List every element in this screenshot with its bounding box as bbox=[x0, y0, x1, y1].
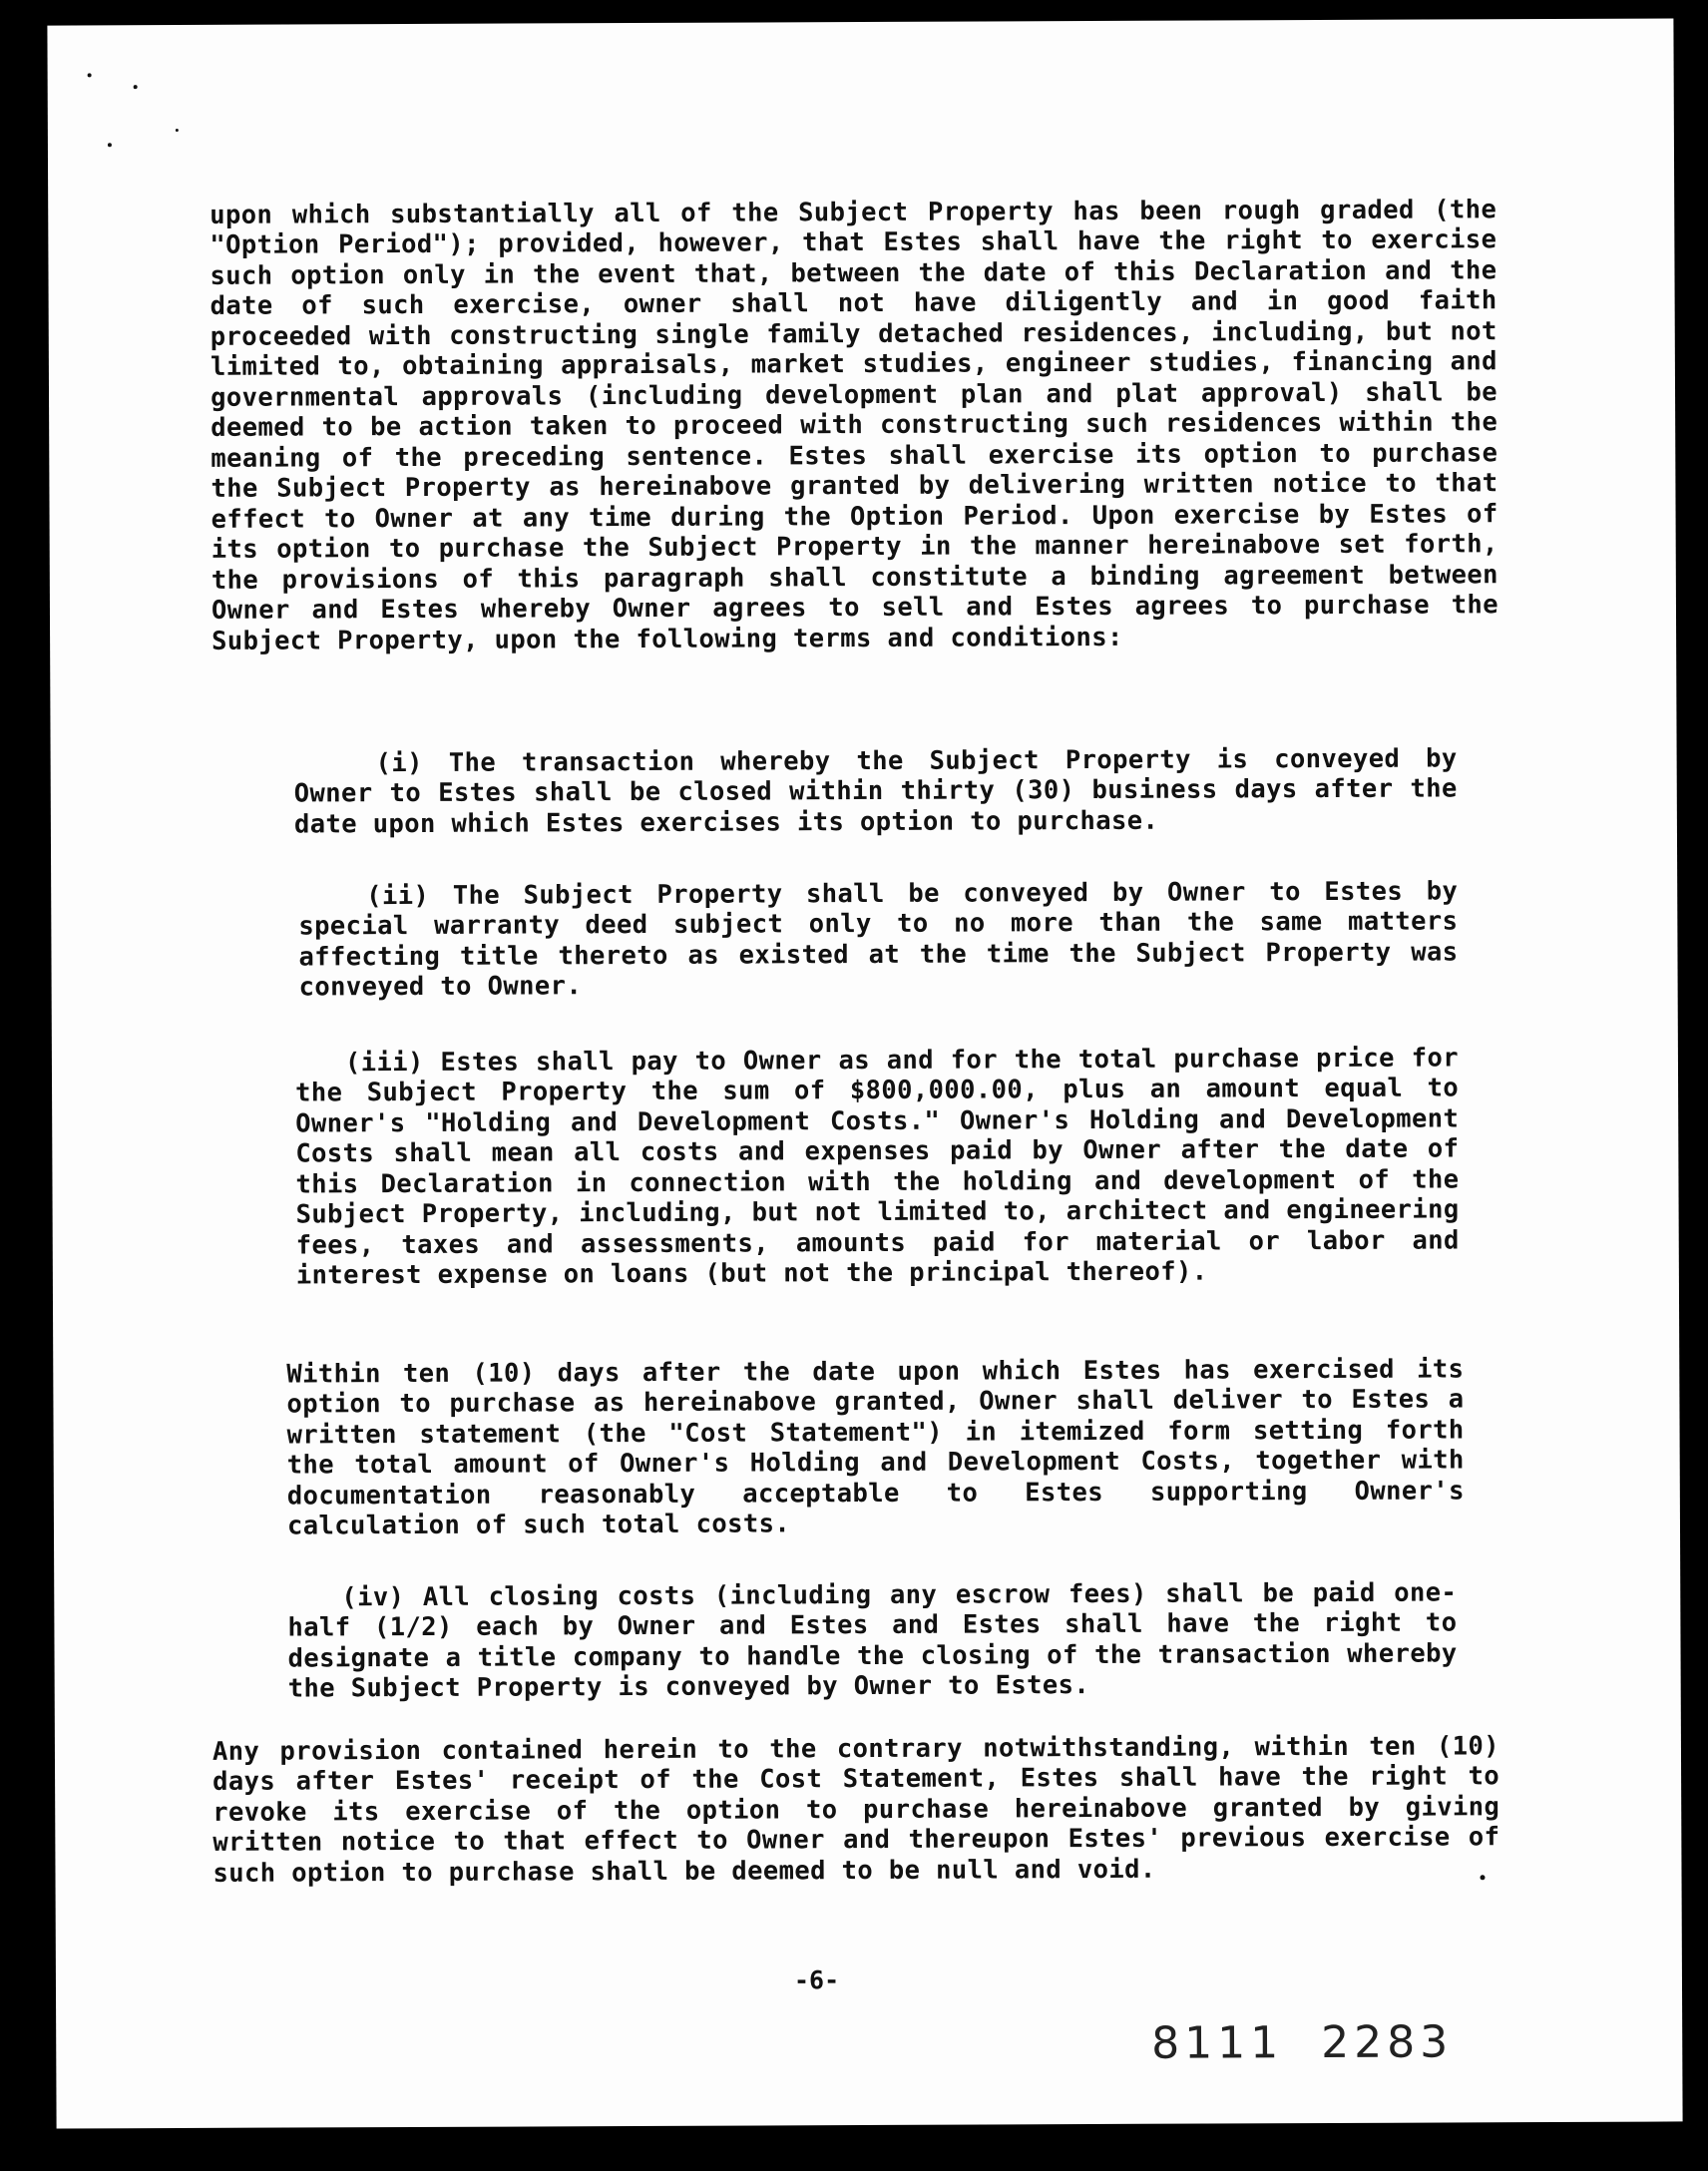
paragraph-item-iii: (iii) Estes shall pay to Owner as and for the total purchase price for the Subject Property the sum of $800,000.00, plus an amount equal to Owner's "Holding and Development Costs." Owner's Holding and Development Costs shall mean all costs and expenses paid by Owner after the date of this Declaration in connection with the holding and development of the Subject Property, including, but not limited to, architect and engineering fees, taxes and assessments, amounts paid for material or labor and interest expense on loans (but not the principal thereof). bbox=[295, 1042, 1460, 1291]
paragraph-revocation: Any provision contained herein to the contrary notwithstanding, within ten (10) days after Estes' receipt of the Cost Statement, Estes shall have the right to revoke its exercise of the option to purchase hereinabove granted by giving written notice to that effect to Owner and thereupon Estes' previous exercise of such option to purchase shall be deemed to be null and void. bbox=[212, 1730, 1500, 1889]
paragraph-item-i: (i) The transaction whereby the Subject Property is conveyed by Owner to Estes shall be closed within thirty (30) business days after the date upon which Estes exercises its option to purchase. bbox=[293, 742, 1458, 839]
paragraph-item-ii: (ii) The Subject Property shall be conveyed by Owner to Estes by special warranty deed subject only to no more than the same matters affecting title thereto as existed at the time the Subject Property was conveyed to Owner. bbox=[298, 875, 1459, 1003]
paragraph-cost-statement: Within ten (10) days after the date upon which Estes has exercised its option to purchase as hereinabove granted, Owner shall deliver to Estes a written statement (the "Cost Statement") in itemized form setting forth the total amount of Owner's Holding and Development Costs, together with documentation reasonably acceptable to Estes supporting Owner's calculation of such total costs. bbox=[286, 1353, 1465, 1541]
document-page bbox=[47, 18, 1682, 2128]
page-number: -6- bbox=[793, 1965, 840, 1995]
scan-speck bbox=[176, 129, 179, 132]
paragraph-option-period: upon which substantially all of the Subject Property has been rough graded (the "Option Period"); provided, however, that Estes shall have the right to exercise such option only in the event that, between the date of this Declaration and the date of such exercise, owner shall not have diligently and in good faith proceeded with constructing single family detached residences, including, but not limited to, obtaining appraisals, market studies, engineer studies, financing and governmental approvals (including development plan and plat approval) shall be deemed to be action taken to proceed with constructing such residences within the meaning of the preceding sentence. Estes shall exercise its option to purchase the Subject Property as hereinabove granted by delivering written notice to that effect to Owner at any time during the Option Period. Upon exercise by Estes of its option to purchase the Subject Property in the manner hereinabove set forth, the provisions of this paragraph shall constitute a binding agreement between Owner and Estes whereby Owner agrees to sell and Estes agrees to purchase the Subject Property, upon the following terms and conditions: bbox=[210, 194, 1499, 656]
scan-speck bbox=[108, 143, 112, 147]
recording-stamp-number: 8111 2283 bbox=[1151, 2016, 1454, 2069]
paragraph-item-iv: (iv) All closing costs (including any escrow fees) shall be paid one-half (1/2) each by Owner and Estes and Estes shall have the right to designate a title company to handle the closing of the transaction whereby the Subject Property is conveyed by Owner to Estes. bbox=[287, 1576, 1458, 1704]
scan-speck bbox=[134, 85, 138, 89]
scan-speck bbox=[88, 73, 92, 77]
